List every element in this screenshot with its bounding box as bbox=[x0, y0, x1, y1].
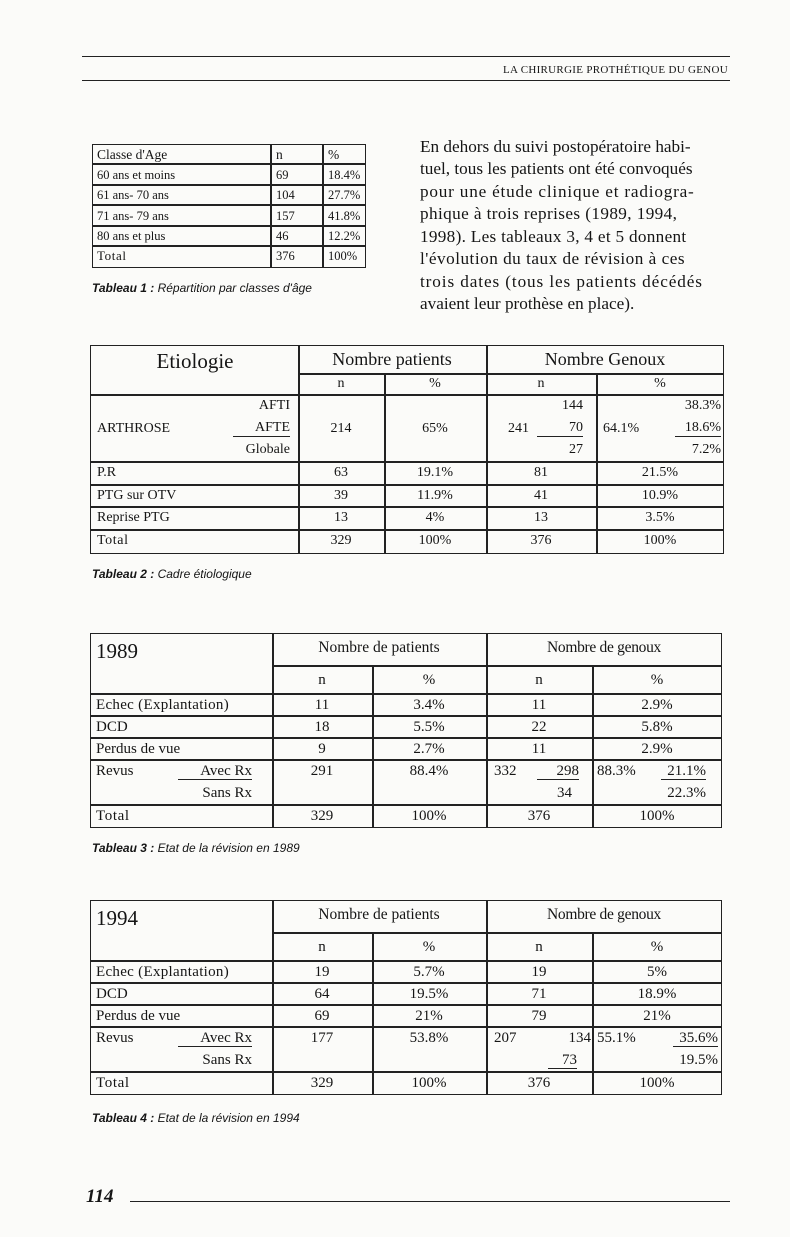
table-cell: 61 ans- 70 ans bbox=[97, 188, 169, 202]
table-cell: 70 bbox=[537, 420, 583, 437]
table-cell: 177 bbox=[310, 1030, 334, 1046]
table-cell: 35.6% bbox=[673, 1030, 718, 1047]
t2-subheader-n: n bbox=[537, 376, 545, 391]
paragraph-line: trois dates (tous les patients décédés bbox=[420, 272, 703, 291]
table-cell: 144 bbox=[562, 398, 583, 413]
t1-header-class: Classe d'Age bbox=[97, 147, 168, 162]
table-cell: 100% bbox=[411, 808, 447, 824]
table-cell: Sans Rx bbox=[202, 785, 252, 801]
t4-subheader-pct: % bbox=[422, 939, 436, 955]
table-cell: 63 bbox=[334, 465, 348, 480]
table-cell: Total bbox=[97, 248, 127, 263]
table-cell: 3.4% bbox=[413, 697, 445, 713]
table-cell: 69 bbox=[314, 1008, 330, 1024]
table-3-caption: Tableau 3 : Etat de la révision en 1989 bbox=[92, 841, 300, 855]
table-cell: 332 bbox=[494, 763, 517, 779]
table-cell: 88.3% bbox=[597, 763, 636, 779]
table-cell: Avec Rx bbox=[178, 763, 252, 780]
table-cell: Revus bbox=[96, 1030, 134, 1046]
table-4-caption: Tableau 4 : Etat de la révision en 1994 bbox=[92, 1111, 300, 1125]
table-cell: PTG sur OTV bbox=[97, 488, 177, 503]
paragraph-line: phique à trois reprises (1989, 1994, bbox=[420, 204, 678, 223]
t4-year: 1994 bbox=[96, 906, 138, 930]
table-cell: 104 bbox=[276, 188, 295, 202]
table-cell: Echec (Explantation) bbox=[96, 697, 230, 713]
paragraph-line: 1998). Les tableaux 3, 4 et 5 donnent bbox=[420, 227, 687, 246]
table-cell: 13 bbox=[534, 510, 548, 525]
paragraph-line: l'évolution du taux de révision à ces bbox=[420, 249, 686, 268]
table-cell: 241 bbox=[508, 421, 529, 436]
table-cell: 12.2% bbox=[328, 229, 361, 243]
t2-header-patients: Nombre patients bbox=[332, 349, 452, 369]
page-number: 114 bbox=[86, 1186, 114, 1207]
table-cell: 134 bbox=[568, 1030, 591, 1046]
t2-subheader-pct: % bbox=[429, 376, 441, 391]
table-cell: 2.7% bbox=[413, 741, 445, 757]
table-cell: 18.6% bbox=[675, 420, 721, 437]
table-cell: 21.1% bbox=[661, 763, 706, 780]
table-cell: 9 bbox=[318, 741, 326, 757]
table-cell: 2.9% bbox=[641, 697, 673, 713]
table-cell: 100% bbox=[643, 533, 677, 548]
table-cell: 81 bbox=[534, 465, 548, 480]
table-cell: 19.5% bbox=[409, 986, 449, 1002]
table-cell: 5% bbox=[647, 964, 667, 980]
t4-subheader-pct: % bbox=[650, 939, 664, 955]
table-cell: 19 bbox=[531, 964, 547, 980]
table-cell: ARTHROSE bbox=[97, 421, 171, 436]
table-cell: 65% bbox=[422, 421, 448, 436]
table-cell: 39 bbox=[334, 488, 348, 503]
table-cell: Total bbox=[96, 808, 130, 824]
t3-subheader-pct: % bbox=[422, 672, 436, 688]
table-cell: 41.8% bbox=[328, 209, 361, 223]
table-cell: 22 bbox=[531, 719, 547, 735]
table-cell: 329 bbox=[330, 533, 352, 548]
paragraph-line: tuel, tous les patients ont été convoqués bbox=[420, 159, 693, 178]
table-cell: 10.9% bbox=[641, 488, 679, 503]
t2-header-etiologie: Etiologie bbox=[156, 349, 234, 373]
table-cell: 73 bbox=[548, 1052, 577, 1069]
table-cell: 64 bbox=[314, 986, 330, 1002]
table-cell: 5.5% bbox=[413, 719, 445, 735]
table-cell: 376 bbox=[276, 249, 295, 263]
paragraph-line: avaient leur prothèse en place). bbox=[420, 294, 635, 313]
table-cell: Sans Rx bbox=[202, 1052, 252, 1068]
table-cell: 19.5% bbox=[679, 1052, 718, 1068]
table-cell: 291 bbox=[310, 763, 334, 779]
t1-header-n: n bbox=[276, 147, 283, 162]
t3-subheader-n: n bbox=[535, 672, 543, 688]
table-cell: 329 bbox=[310, 1075, 334, 1091]
table-cell: DCD bbox=[96, 986, 128, 1002]
table-cell: 5.7% bbox=[413, 964, 445, 980]
table-cell: 21.5% bbox=[641, 465, 679, 480]
table-cell: 71 bbox=[531, 986, 547, 1002]
table-cell: 100% bbox=[411, 1075, 447, 1091]
table-cell: 18.4% bbox=[328, 168, 361, 182]
table-cell: Globale bbox=[245, 442, 290, 457]
t4-subheader-n: n bbox=[535, 939, 543, 955]
table-cell: 11 bbox=[531, 697, 547, 713]
table-cell: 21% bbox=[415, 1008, 443, 1024]
table-cell: 207 bbox=[494, 1030, 517, 1046]
table-cell: 18 bbox=[314, 719, 330, 735]
table-cell: 34 bbox=[557, 785, 572, 801]
table-cell: Echec (Explantation) bbox=[96, 964, 230, 980]
table-cell: 53.8% bbox=[409, 1030, 449, 1046]
header-rule bbox=[82, 80, 730, 81]
table-cell: 79 bbox=[531, 1008, 547, 1024]
table-cell: 11 bbox=[531, 741, 547, 757]
t1-header-pct: % bbox=[328, 147, 340, 162]
table-cell: 329 bbox=[310, 808, 334, 824]
t3-header-genoux: Nombre de genoux bbox=[546, 639, 662, 656]
top-rule bbox=[82, 56, 730, 57]
table-cell: Revus bbox=[96, 763, 134, 779]
table-2-caption: Tableau 2 : Cadre étiologique bbox=[92, 567, 252, 581]
table-cell: 214 bbox=[330, 421, 352, 436]
t3-subheader-n: n bbox=[318, 672, 326, 688]
table-cell: 157 bbox=[276, 209, 295, 223]
table-cell: AFTI bbox=[258, 398, 290, 413]
table-cell: DCD bbox=[96, 719, 128, 735]
table-cell: 60 ans et moins bbox=[97, 168, 176, 182]
t4-subheader-n: n bbox=[318, 939, 326, 955]
table-cell: 2.9% bbox=[641, 741, 673, 757]
table-cell: 19 bbox=[314, 964, 330, 980]
table-1-caption: Tableau 1 : Répartition par classes d'âge bbox=[92, 281, 312, 295]
t2-subheader-n: n bbox=[337, 376, 345, 391]
table-cell: AFTE bbox=[233, 420, 290, 437]
t2-subheader-pct: % bbox=[654, 376, 666, 391]
t3-year: 1989 bbox=[96, 639, 138, 663]
t4-header-genoux: Nombre de genoux bbox=[546, 906, 662, 923]
table-cell: Perdus de vue bbox=[96, 741, 181, 757]
table-cell: 7.2% bbox=[691, 442, 721, 457]
table-cell: 100% bbox=[328, 249, 358, 263]
table-cell: 64.1% bbox=[603, 421, 640, 436]
t3-header-patients: Nombre de patients bbox=[318, 639, 440, 656]
table-cell: 376 bbox=[527, 1075, 551, 1091]
table-cell: 19.1% bbox=[416, 465, 454, 480]
footer-rule bbox=[130, 1201, 730, 1202]
table-cell: P.R bbox=[97, 465, 117, 480]
table-cell: 11.9% bbox=[417, 488, 453, 503]
table-cell: 41 bbox=[534, 488, 548, 503]
table-cell: 46 bbox=[276, 229, 289, 243]
table-cell: 21% bbox=[643, 1008, 671, 1024]
table-cell: 80 ans et plus bbox=[97, 229, 166, 243]
table-cell: Avec Rx bbox=[178, 1030, 252, 1047]
table-cell: 100% bbox=[639, 1075, 675, 1091]
table-cell: 71 ans- 79 ans bbox=[97, 209, 169, 223]
table-cell: 69 bbox=[276, 168, 289, 182]
table-cell: 18.9% bbox=[637, 986, 677, 1002]
table-cell: 100% bbox=[639, 808, 675, 824]
table-cell: 38.3% bbox=[684, 398, 721, 413]
table-cell: 22.3% bbox=[667, 785, 706, 801]
table-cell: 13 bbox=[334, 510, 348, 525]
table-cell: Total bbox=[96, 1075, 130, 1091]
table-cell: 88.4% bbox=[409, 763, 449, 779]
paragraph-line: pour une étude clinique et radiogra- bbox=[420, 182, 695, 201]
table-cell: 5.8% bbox=[641, 719, 673, 735]
t2-header-genoux: Nombre Genoux bbox=[544, 349, 666, 369]
table-cell: 100% bbox=[418, 533, 452, 548]
table-cell: 3.5% bbox=[645, 510, 675, 525]
t4-header-patients: Nombre de patients bbox=[318, 906, 440, 923]
table-cell: 55.1% bbox=[597, 1030, 636, 1046]
table-cell: 376 bbox=[530, 533, 552, 548]
t3-subheader-pct: % bbox=[650, 672, 664, 688]
table-cell: 376 bbox=[527, 808, 551, 824]
table-cell: Reprise PTG bbox=[97, 510, 170, 525]
table-cell: 11 bbox=[314, 697, 330, 713]
table-cell: 27 bbox=[569, 442, 583, 457]
table-cell: 27.7% bbox=[328, 188, 361, 202]
table-cell: Perdus de vue bbox=[96, 1008, 181, 1024]
paragraph-line: En dehors du suivi postopératoire habi- bbox=[420, 137, 691, 156]
table-cell: 298 bbox=[537, 763, 580, 780]
running-head: LA CHIRURGIE PROTHÉTIQUE DU GENOU bbox=[503, 64, 728, 76]
table-cell: Total bbox=[97, 533, 129, 548]
table-cell: 4% bbox=[425, 510, 445, 525]
